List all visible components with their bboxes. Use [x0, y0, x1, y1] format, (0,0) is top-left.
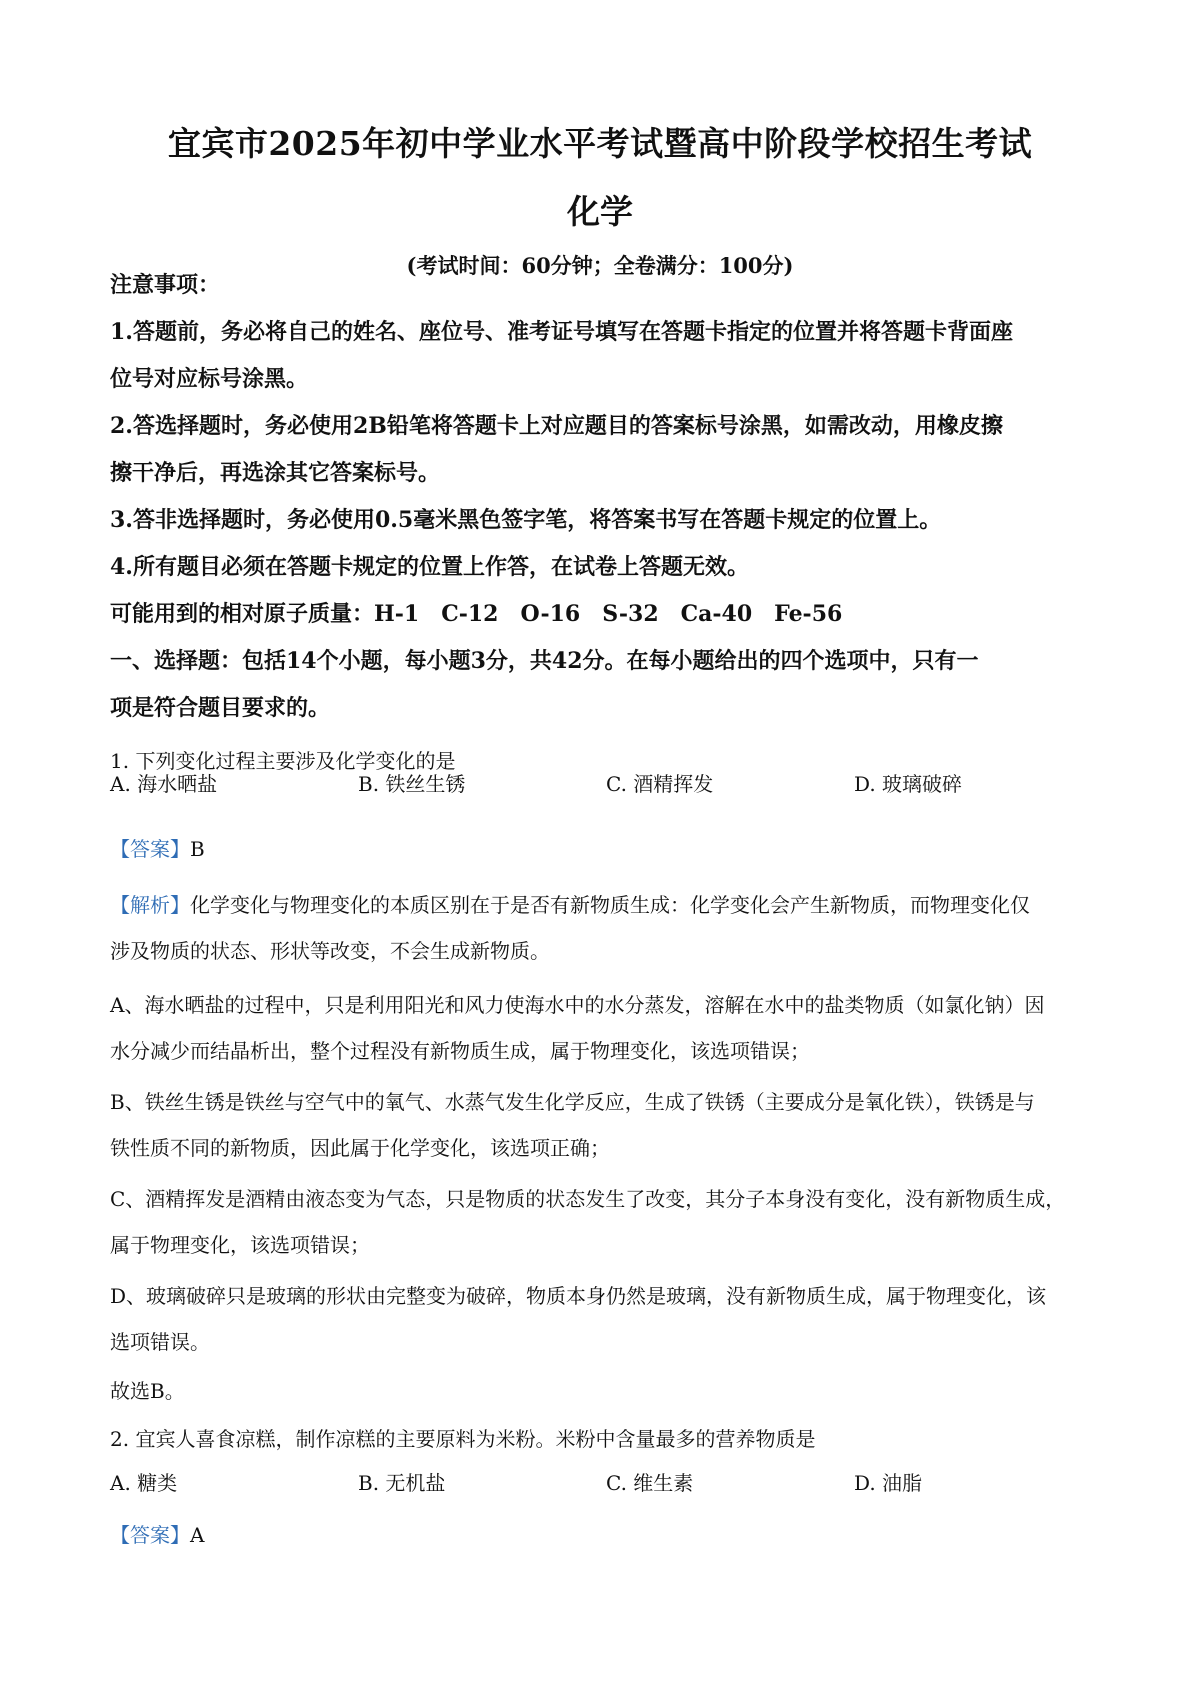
- question-1-option-b: B. 铁丝生锈: [358, 772, 466, 796]
- question-1-option-d: D. 玻璃破碎: [854, 772, 963, 796]
- question-1-analysis-line-1: [110, 882, 1100, 928]
- question-1-b-line-1: B、铁丝生锈是铁丝与空气中的氧气、水蒸气发生化学反应，生成了铁锈（主要成分是氧化铁），铁锈是与: [110, 1090, 1035, 1114]
- analysis-tag: 【解析】: [110, 893, 190, 917]
- section-1-line-1: 一、选择题：包括14个小题，每小题3分，共42分。在每小题给出的四个选项中，只有一: [110, 648, 979, 674]
- question-1-option-c: C. 酒精挥发: [606, 772, 714, 796]
- question-2-stem: 2. 宜宾人喜食凉糕，制作凉糕的主要原料为米粉。米粉中含量最多的营养物质是: [110, 1427, 816, 1451]
- question-1-conclusion: 故选B。: [110, 1379, 185, 1403]
- question-1-a-line-1: A、海水晒盐的过程中，只是利用阳光和风力使海水中的水分蒸发，溶解在水中的盐类物质（如氯化钠）因: [110, 993, 1045, 1017]
- question-2-answer: [110, 1512, 1100, 1558]
- question-1-options: [110, 768, 1100, 798]
- exam-title: 宜宾市2025年初中学业水平考试暨高中阶段学校招生考试: [167, 124, 1033, 163]
- analysis-text: 化学变化与物理变化的本质区别在于是否有新物质生成：化学变化会产生新物质，而物理变化仅: [190, 893, 1030, 917]
- answer-value: B: [190, 837, 205, 861]
- question-1-analysis-line-2: 涉及物质的状态、形状等改变，不会生成新物质。: [110, 939, 550, 963]
- question-1-stem: 1. 下列变化过程主要涉及化学变化的是: [110, 749, 456, 773]
- answer-tag: 【答案】: [110, 1523, 190, 1547]
- section-1-line-2: 项是符合题目要求的。: [110, 695, 331, 721]
- question-1-option-a: A. 海水晒盐: [110, 772, 218, 796]
- question-2-option-b: B. 无机盐: [358, 1471, 446, 1495]
- question-2-options: [110, 1467, 1100, 1497]
- answer-value: A: [190, 1523, 205, 1547]
- subject-title: 化学: [567, 192, 633, 231]
- notes-item-4: 4.所有题目必须在答题卡规定的位置上作答，在试卷上答题无效。: [110, 554, 749, 580]
- notes-item-1-line-2: 位号对应标号涂黑。: [110, 366, 309, 392]
- question-1-d-line-2: 选项错误。: [110, 1330, 210, 1354]
- notes-item-3: 3.答非选择题时，务必使用0.5毫米黑色签字笔，将答案书写在答题卡规定的位置上。: [110, 507, 942, 533]
- notes-item-1-line-1: 1.答题前，务必将自己的姓名、座位号、准考证号填写在答题卡指定的位置并将答题卡背面座: [110, 319, 1013, 345]
- atomic-masses: 可能用到的相对原子质量：H-1 C-12 O-16 S-32 Ca-40 Fe-56: [110, 601, 843, 627]
- question-2-option-c: C. 维生素: [606, 1471, 694, 1495]
- question-1-c-line-2: 属于物理变化，该选项错误；: [110, 1233, 370, 1257]
- exam-info: (考试时间：60分钟；全卷满分：100分): [406, 253, 794, 278]
- answer-tag: 【答案】: [110, 837, 190, 861]
- question-1-answer: [110, 826, 1100, 872]
- notes-item-2-line-1: 2.答选择题时，务必使用2B铅笔将答题卡上对应题目的答案标号涂黑，如需改动，用橡皮擦: [110, 413, 1003, 439]
- question-1-a-line-2: 水分减少而结晶析出，整个过程没有新物质生成，属于物理变化，该选项错误；: [110, 1039, 810, 1063]
- question-1-b-line-2: 铁性质不同的新物质，因此属于化学变化，该选项正确；: [110, 1136, 610, 1160]
- notes-item-2-line-2: 擦干净后，再选涂其它答案标号。: [110, 460, 441, 486]
- notes-heading: 注意事项：: [110, 272, 221, 298]
- question-2-option-d: D. 油脂: [854, 1471, 923, 1495]
- question-2-option-a: A. 糖类: [110, 1471, 178, 1495]
- question-1-c-line-1: C、酒精挥发是酒精由液态变为气态，只是物质的状态发生了改变，其分子本身没有变化，没有新物质生成，: [110, 1187, 1066, 1211]
- question-1-d-line-1: D、玻璃破碎只是玻璃的形状由完整变为破碎，物质本身仍然是玻璃，没有新物质生成，属于物理变化，该: [110, 1284, 1047, 1308]
